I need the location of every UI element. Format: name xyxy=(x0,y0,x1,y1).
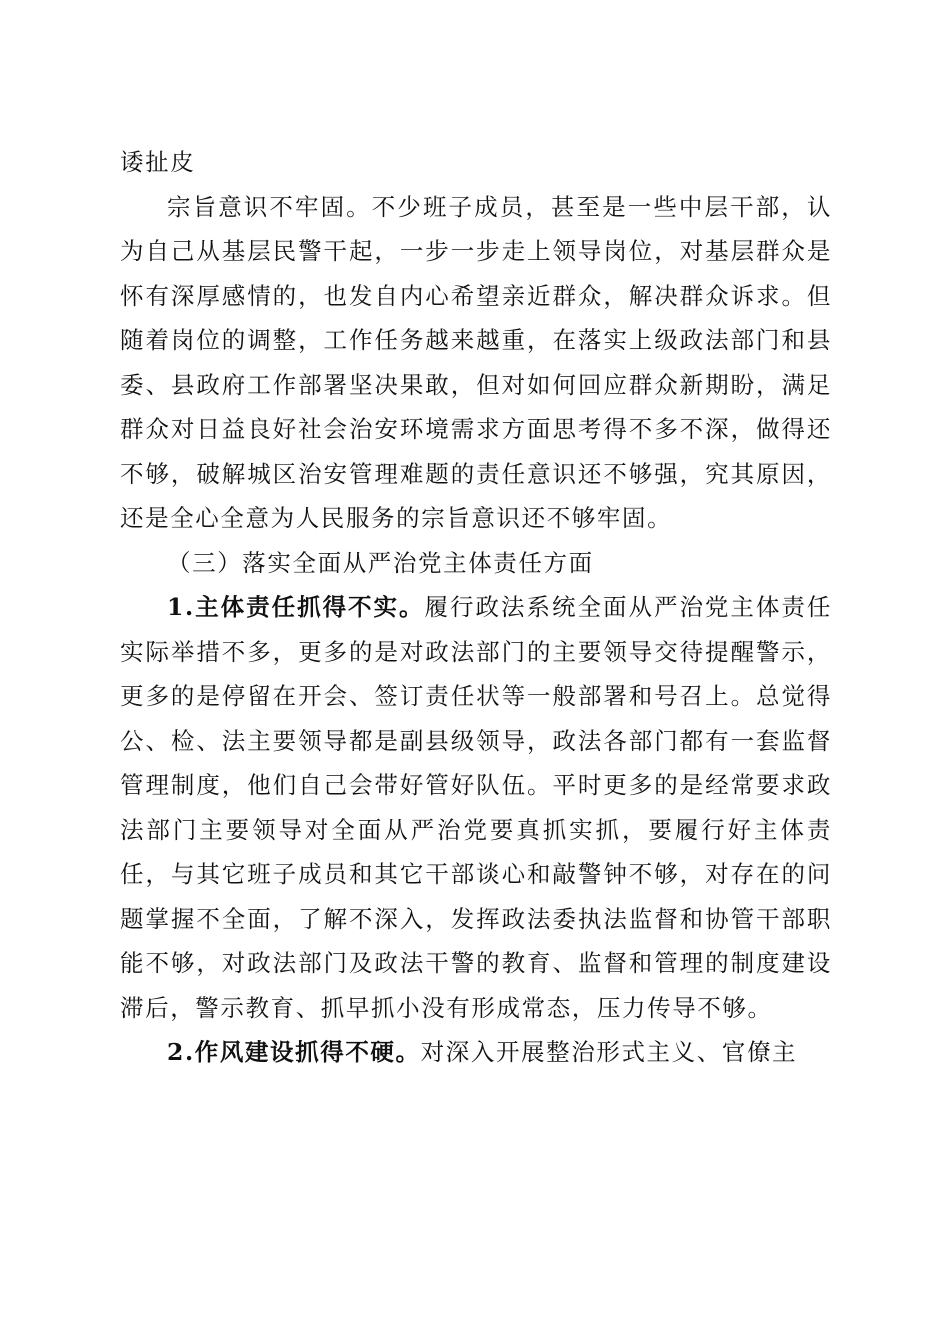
section-heading: （三）落实全面从严治党主体责任方面 xyxy=(167,548,594,577)
document-body xyxy=(120,140,832,1075)
continuation-line: 诿扯皮 xyxy=(120,148,196,176)
item-2-title: 2.作风建设抓得不硬。 xyxy=(167,1038,421,1066)
item-1-body: 履行政法系统全面从严治党主体责任实际举措不多，更多的是对政法部门的主要领导交待提醒警示，更多的是停留在开会、签订责任状等一般部署和号召上。总觉得公、检、法主要领导都是副县级领导，政法各部门都有一套监督管理制度，他们自己会带好管好队伍。平时更多的是经常要求政法部门主要领导对全面从严治党要真抓实抓，要履行好主体责任，与其它班子成员和其它干部谈心和敲警钟不够，对存在的问题掌握不全面，了解不深入，发挥政法委执法监督和协管干部职能不够，对政法部门及政法干警的教育、监督和管理的制度建设滞后，警示教育、抓早抓小没有形成常态，压力传导不够。 xyxy=(120,593,832,1022)
paragraph-item-2 xyxy=(120,1030,832,1075)
paragraph-zongzhi: 宗旨意识不牢固。不少班子成员，甚至是一些中层干部，认为自己从基层民警干起，一步一步走上领导岗位，对基层群众是怀有深厚感情的，也发自内心希望亲近群众，解决群众诉求。但随着岗位的调整，工作任务越来越重，在落实上级政法部门和县委、县政府工作部署坚决果敢，但对如何回应群众新期盼，满足群众对日益良好社会治安环境需求方面思考得不多不深，做得还不够，破解城区治安管理难题的责任意识还不够强，究其原因，还是全心全意为人民服务的宗旨意识还不够牢固。 xyxy=(120,192,832,532)
item-2-body: 对深入开展整治形式主义、官僚主 xyxy=(420,1038,798,1066)
paragraph-item-1 xyxy=(120,585,832,1030)
item-1-title: 1.主体责任抓得不实。 xyxy=(167,593,425,621)
